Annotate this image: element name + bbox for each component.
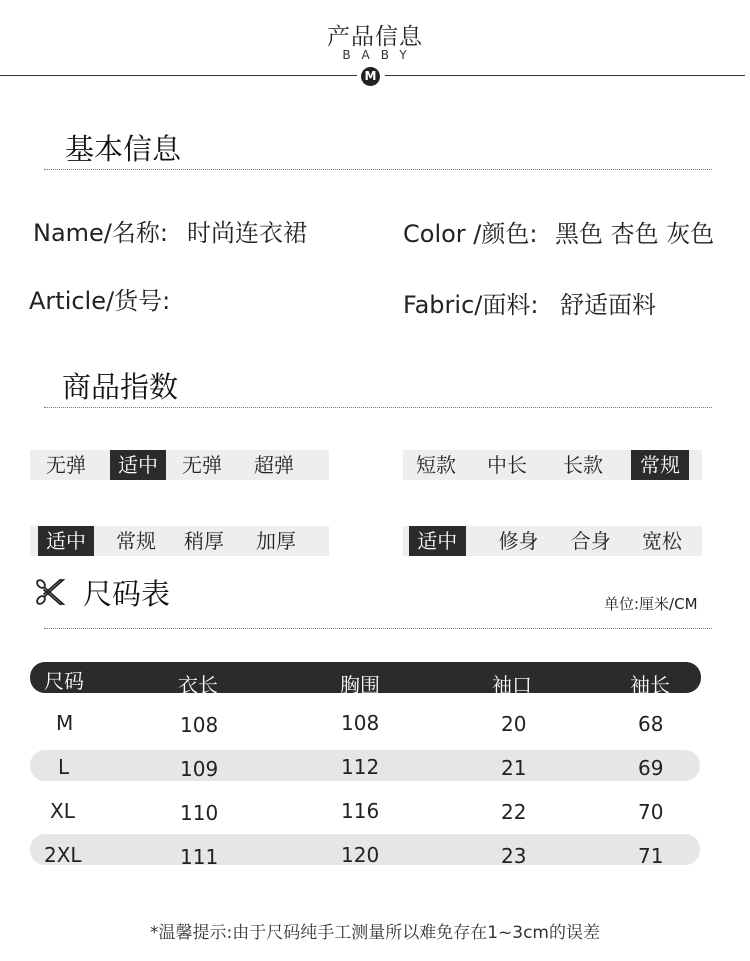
brand-badge: M bbox=[361, 67, 380, 86]
scale-option: 常规 bbox=[116, 529, 156, 553]
scale-option: 超弹 bbox=[254, 453, 294, 477]
header-divider-right bbox=[385, 75, 745, 76]
page-subtitle: BABY bbox=[342, 48, 418, 62]
scale-option: 短款 bbox=[416, 453, 456, 477]
basic-info-title: 基本信息 bbox=[65, 132, 182, 166]
table-cell: 116 bbox=[341, 799, 380, 823]
scale-option: 中长 bbox=[487, 453, 527, 477]
table-cell: 112 bbox=[341, 755, 380, 779]
product-index-divider bbox=[44, 407, 712, 408]
table-cell: L bbox=[58, 755, 70, 779]
scissors-icon bbox=[34, 576, 66, 608]
product-index-title: 商品指数 bbox=[62, 370, 179, 404]
scale-option-selected: 常规 bbox=[631, 450, 689, 480]
scale-option: 宽松 bbox=[641, 529, 682, 553]
fabric-label: Fabric/面料: bbox=[403, 291, 539, 319]
table-header-cell: 袖长 bbox=[630, 673, 670, 697]
table-cell: M bbox=[56, 711, 74, 735]
elasticity-scale bbox=[30, 450, 329, 480]
scale-option: 无弹 bbox=[182, 453, 222, 477]
table-header-cell: 袖口 bbox=[492, 673, 532, 697]
scale-option: 长款 bbox=[563, 453, 603, 477]
size-chart-divider bbox=[44, 628, 712, 629]
table-cell: 21 bbox=[501, 756, 527, 780]
scale-option-selected: 适中 bbox=[38, 526, 94, 556]
table-cell: 68 bbox=[638, 712, 664, 736]
article-label: Article/货号: bbox=[29, 287, 171, 315]
measurement-note: *温馨提示:由于尺码纯手工测量所以难免存在1~3cm的误差 bbox=[149, 923, 600, 943]
table-cell: 69 bbox=[638, 756, 664, 780]
scale-option: 无弹 bbox=[46, 453, 86, 477]
table-cell: 110 bbox=[180, 801, 219, 825]
table-header-cell: 尺码 bbox=[44, 669, 84, 693]
table-cell: 111 bbox=[180, 845, 219, 869]
table-cell: 120 bbox=[341, 843, 380, 867]
scale-option: 修身 bbox=[498, 529, 539, 553]
scale-option-selected: 适中 bbox=[110, 450, 166, 480]
table-cell: 71 bbox=[638, 844, 664, 868]
length-scale bbox=[403, 450, 702, 480]
table-cell: 109 bbox=[180, 757, 219, 781]
scale-option: 合身 bbox=[570, 529, 611, 553]
scale-option: 稍厚 bbox=[184, 529, 224, 553]
table-cell: 22 bbox=[501, 800, 527, 824]
color-label: Color /颜色: bbox=[403, 220, 538, 248]
fabric-value: 舒适面料 bbox=[560, 291, 656, 319]
table-header-cell: 胸围 bbox=[340, 673, 380, 697]
table-cell: 108 bbox=[341, 711, 380, 735]
scale-option-selected: 适中 bbox=[409, 526, 466, 556]
table-cell: 20 bbox=[501, 712, 527, 736]
name-label: Name/名称: bbox=[33, 219, 168, 247]
name-value: 时尚连衣裙 bbox=[187, 219, 307, 247]
size-chart-title: 尺码表 bbox=[83, 577, 171, 611]
table-header-cell: 衣长 bbox=[178, 673, 218, 697]
page-title: 产品信息 bbox=[327, 24, 423, 50]
table-cell: 70 bbox=[638, 800, 664, 824]
table-cell: XL bbox=[50, 799, 75, 823]
size-unit: 单位:厘米/CM bbox=[604, 595, 698, 613]
fit-scale bbox=[403, 526, 702, 556]
color-value: 黑色 杏色 灰色 bbox=[555, 220, 715, 248]
table-cell: 23 bbox=[501, 844, 527, 868]
basic-info-divider bbox=[44, 169, 712, 170]
header-divider-left bbox=[0, 75, 357, 76]
scale-option: 加厚 bbox=[256, 529, 296, 553]
thickness-scale bbox=[30, 526, 329, 556]
table-cell: 108 bbox=[180, 713, 219, 737]
table-cell: 2XL bbox=[44, 843, 82, 867]
